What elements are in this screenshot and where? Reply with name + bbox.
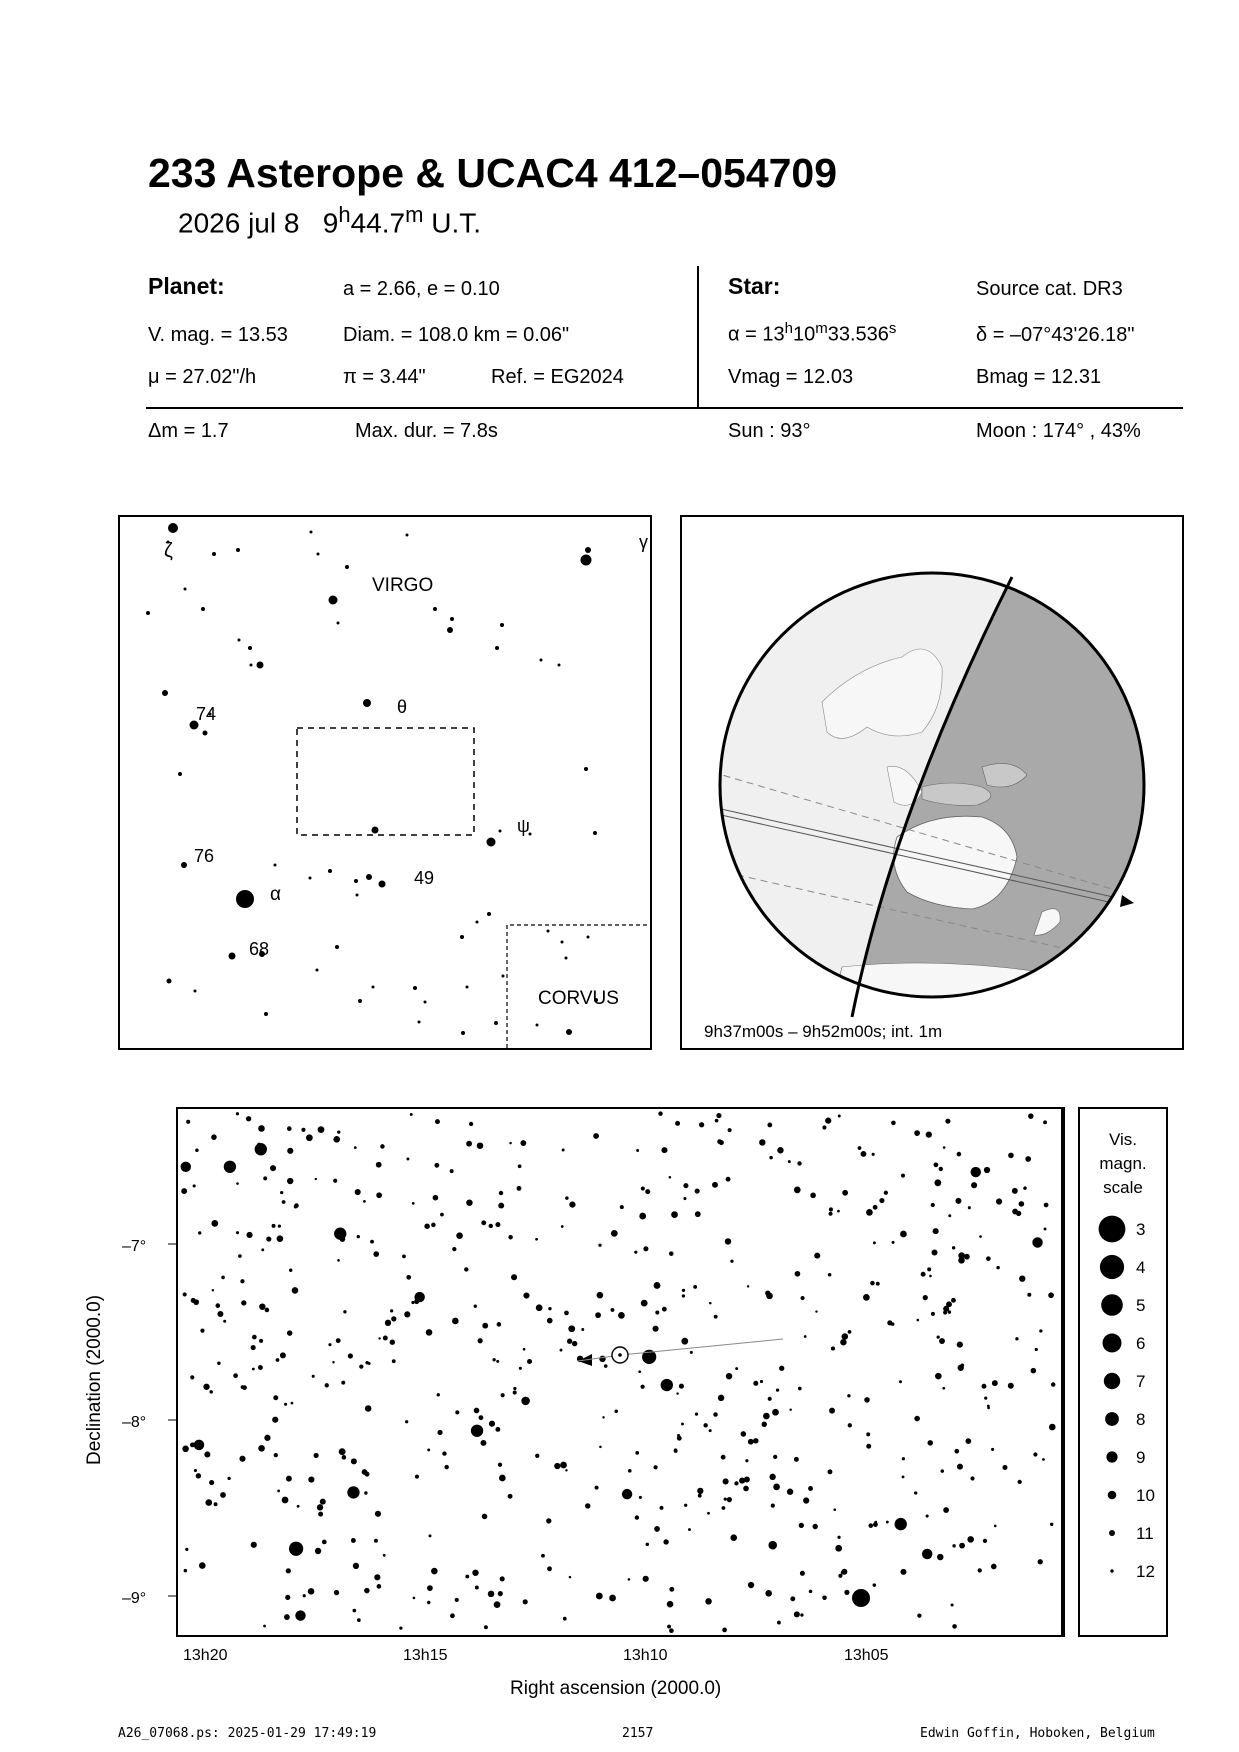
planet-diameter: Diam. = 108.0 km = 0.06" — [343, 324, 570, 346]
max-duration: Max. dur. = 7.8s — [355, 420, 498, 442]
scale-label-6: 6 — [1136, 1334, 1146, 1353]
scale-label-9: 9 — [1136, 1448, 1146, 1467]
moon-elongation: Moon : 174° , 43% — [976, 420, 1141, 442]
constellation-corvus: CORVUS — [538, 988, 619, 1009]
ra-h-unit: h — [784, 320, 793, 337]
label-alpha: α — [270, 884, 281, 905]
star-bmag: Bmag = 12.31 — [976, 366, 1102, 388]
magnitude-scale-svg — [1080, 1109, 1166, 1635]
label-psi: ψ — [517, 816, 530, 836]
scale-dot-10 — [1108, 1491, 1117, 1500]
planet-vmag: V. mag. = 13.53 — [148, 324, 288, 346]
ra-s-unit: s — [888, 320, 897, 337]
ra-minutes: 10 — [792, 323, 816, 346]
minute-unit: m — [405, 202, 424, 227]
scale-dot-5 — [1101, 1294, 1123, 1316]
scale-label-10: 10 — [1136, 1486, 1155, 1505]
planet-heading: Planet: — [148, 273, 225, 299]
sun-elongation: Sun : 93° — [728, 420, 811, 442]
ra-seconds: 33.536 — [827, 323, 889, 346]
scale-label-4: 4 — [1136, 1258, 1146, 1277]
scale-title-2: magn. — [1099, 1154, 1147, 1173]
y-tick-9: –9° — [122, 1590, 147, 1607]
hour-unit: h — [338, 202, 351, 227]
scale-title-3: scale — [1103, 1178, 1143, 1197]
scale-dot-3 — [1099, 1216, 1126, 1243]
scale-dot-7 — [1104, 1373, 1120, 1389]
scale-items — [1099, 1216, 1155, 1581]
page-title: 233 Asterope & UCAC4 412–054709 — [148, 150, 838, 196]
event-date: 2026 jul 8 — [178, 207, 300, 239]
scale-dot-12 — [1110, 1569, 1113, 1572]
star-dec: δ = –07°43'26.18" — [976, 324, 1135, 346]
x-axis-label: Right ascension (2000.0) — [510, 1678, 722, 1699]
scale-label-12: 12 — [1136, 1562, 1155, 1581]
time-scale: U.T. — [431, 207, 481, 239]
scale-dot-4 — [1100, 1255, 1124, 1279]
x-tick-13h20: 13h20 — [183, 1647, 228, 1664]
constellation-virgo: VIRGO — [372, 575, 434, 596]
label-theta: θ — [397, 697, 408, 717]
footer-number: 2157 — [622, 1726, 654, 1741]
y-tick-8: –8° — [122, 1414, 147, 1431]
planet-motion: μ = 27.02"/h — [148, 366, 257, 388]
event-hour: 9 — [322, 207, 339, 239]
star-heading: Star: — [728, 273, 781, 299]
ra-m-unit: m — [815, 320, 828, 337]
footer-author: Edwin Goffin, Hoboken, Belgium — [920, 1726, 1155, 1741]
scale-label-11: 11 — [1136, 1524, 1154, 1543]
scale-label-3: 3 — [1136, 1220, 1146, 1239]
y-tick-7: –7° — [122, 1238, 147, 1255]
source-catalog: Source cat. DR3 — [976, 278, 1123, 300]
orbit-reference: Ref. = EG2024 — [491, 366, 624, 388]
scale-dot-9 — [1106, 1451, 1117, 1462]
time-range-caption: 9h37m00s – 9h52m00s; int. 1m — [704, 1022, 943, 1041]
footer-file: A26_07068.ps: 2025-01-29 17:49:19 — [118, 1726, 377, 1741]
scale-label-8: 8 — [1136, 1410, 1146, 1429]
planet-parallax: π = 3.44" — [343, 366, 426, 388]
planet-elements: a = 2.66, e = 0.10 — [343, 278, 500, 300]
ra-hours: α = 13 — [728, 323, 785, 346]
scale-dot-6 — [1103, 1334, 1122, 1353]
magnitude-drop: Δm = 1.7 — [148, 420, 229, 442]
label-68: 68 — [249, 939, 270, 959]
label-gamma: γ — [639, 532, 648, 552]
label-76: 76 — [194, 846, 215, 866]
event-minute: 44.7 — [350, 207, 406, 239]
label-zeta: ζ — [164, 540, 173, 562]
scale-label-5: 5 — [1136, 1296, 1146, 1315]
magnitude-scale — [1078, 1107, 1168, 1637]
scale-dot-8 — [1105, 1412, 1119, 1426]
scale-title-1: Vis. — [1108, 1130, 1138, 1149]
label-49: 49 — [414, 868, 435, 888]
x-tick-13h15: 13h15 — [403, 1647, 448, 1664]
x-tick-13h10: 13h10 — [623, 1647, 668, 1664]
scale-dot-11 — [1109, 1530, 1115, 1536]
scale-label-7: 7 — [1136, 1372, 1146, 1391]
x-tick-13h05: 13h05 — [844, 1647, 889, 1664]
y-axis-label: Declination (2000.0) — [84, 1294, 105, 1465]
star-vmag: Vmag = 12.03 — [728, 366, 854, 388]
label-74: 74 — [196, 704, 217, 724]
